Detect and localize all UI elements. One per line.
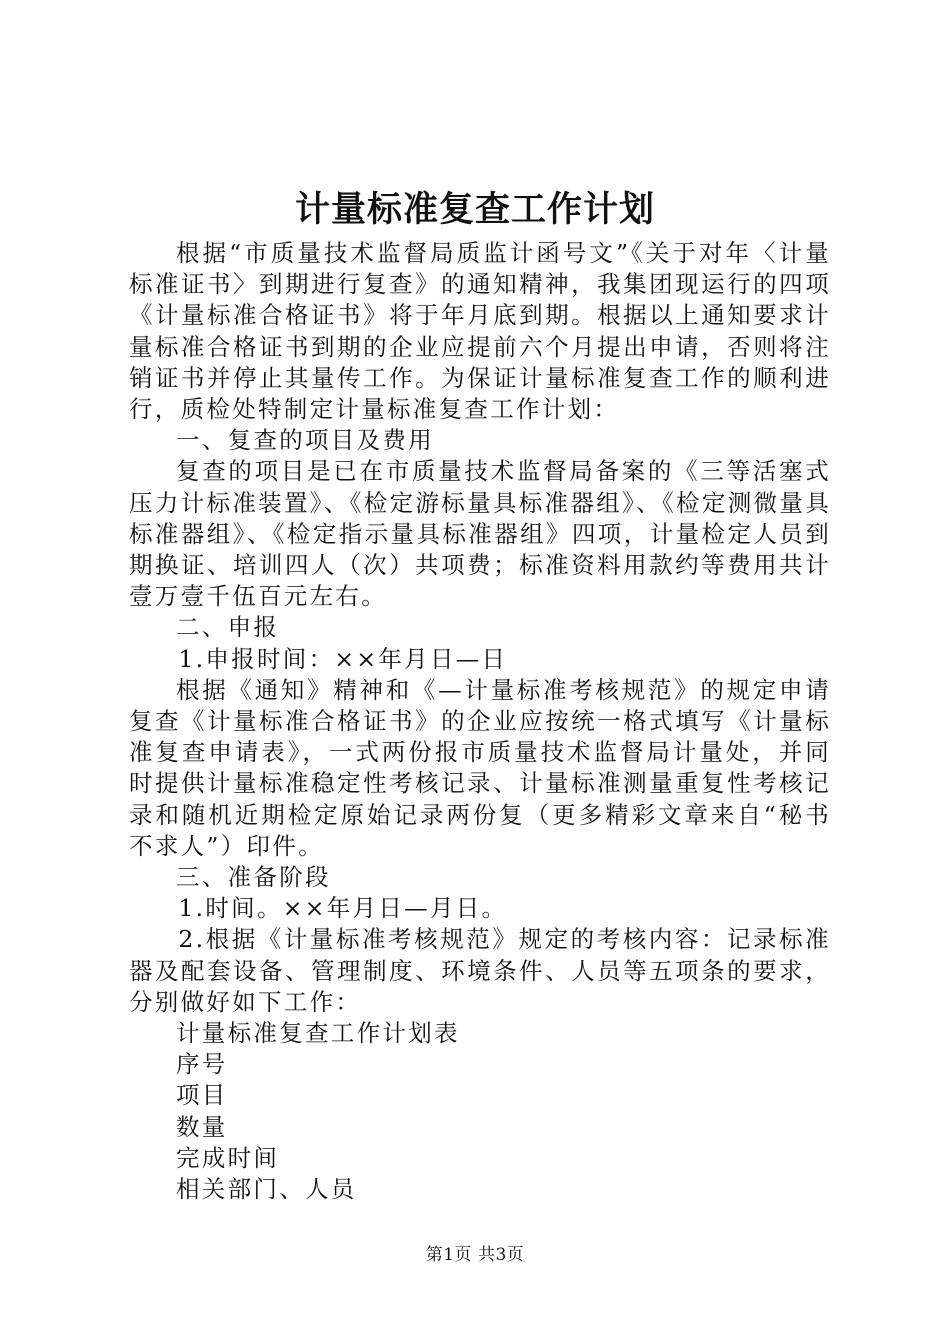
table-header-completion-time: 完成时间: [176, 1143, 280, 1172]
application-paragraph: 根据《通知》精神和《—计量标准考核规范》的规定申请复查《计量标准合格证书》的企业应按统一格式填写《计量标准复查申请表》，一式两份报市质量技术监督局计量处，并同时提供计量标准稳定性考核记录、计量标准测量重复性考核记录和随机近期检定原始记录两份复（更多精彩文章来自“秘书不求人”）印件。: [129, 675, 831, 860]
intro-paragraph: 根据“市质量技术监督局质监计函号文”《关于对年〈计量标准证书〉到期进行复查》的通知精神，我集团现运行的四项《计量标准合格证书》将于年月底到期。根据以上通知要求计量标准合格证书到期的企业应提前六个月提出申请，否则将注销证书并停止其量传工作。为保证计量标准复查工作的顺利进行，质检处特制定计量标准复查工作计划：: [129, 239, 831, 424]
table-header-item: 项目: [176, 1081, 228, 1110]
section-heading-items-costs: 一、复查的项目及费用: [176, 426, 434, 455]
preparation-time: 1.时间。××年月日—月日。: [178, 894, 508, 923]
table-header-departments: 相关部门、人员: [176, 1175, 357, 1204]
document-body: [129, 238, 831, 1205]
items-costs-paragraph: 复查的项目是已在市质量技术监督局备案的《三等活塞式压力计标准装置》、《检定游标量具标准器组》、《检定测微量具标准器组》、《检定指示量具标准器组》四项，计量检定人员到期换证、培训四人（次）共项费；标准资料用款约等费用共计壹万壹千伍百元左右。: [129, 457, 831, 611]
preparation-requirements: 2.根据《计量标准考核规范》规定的考核内容：记录标准器及配套设备、管理制度、环境条件、人员等五项条的要求，分别做好如下工作：: [129, 925, 831, 1016]
section-heading-preparation: 三、准备阶段: [176, 863, 331, 892]
page-footer: 第1页 共3页: [425, 1245, 525, 1265]
section-heading-application: 二、申报: [176, 613, 280, 642]
application-time: 1.申报时间：××年月日—日: [178, 644, 508, 673]
table-header-index: 序号: [176, 1050, 228, 1079]
table-header-quantity: 数量: [176, 1112, 228, 1141]
plan-table-title: 计量标准复查工作计划表: [176, 1019, 460, 1048]
plan-table-items: [129, 1018, 831, 1205]
document-title: 计量标准复查工作计划: [294, 189, 655, 230]
